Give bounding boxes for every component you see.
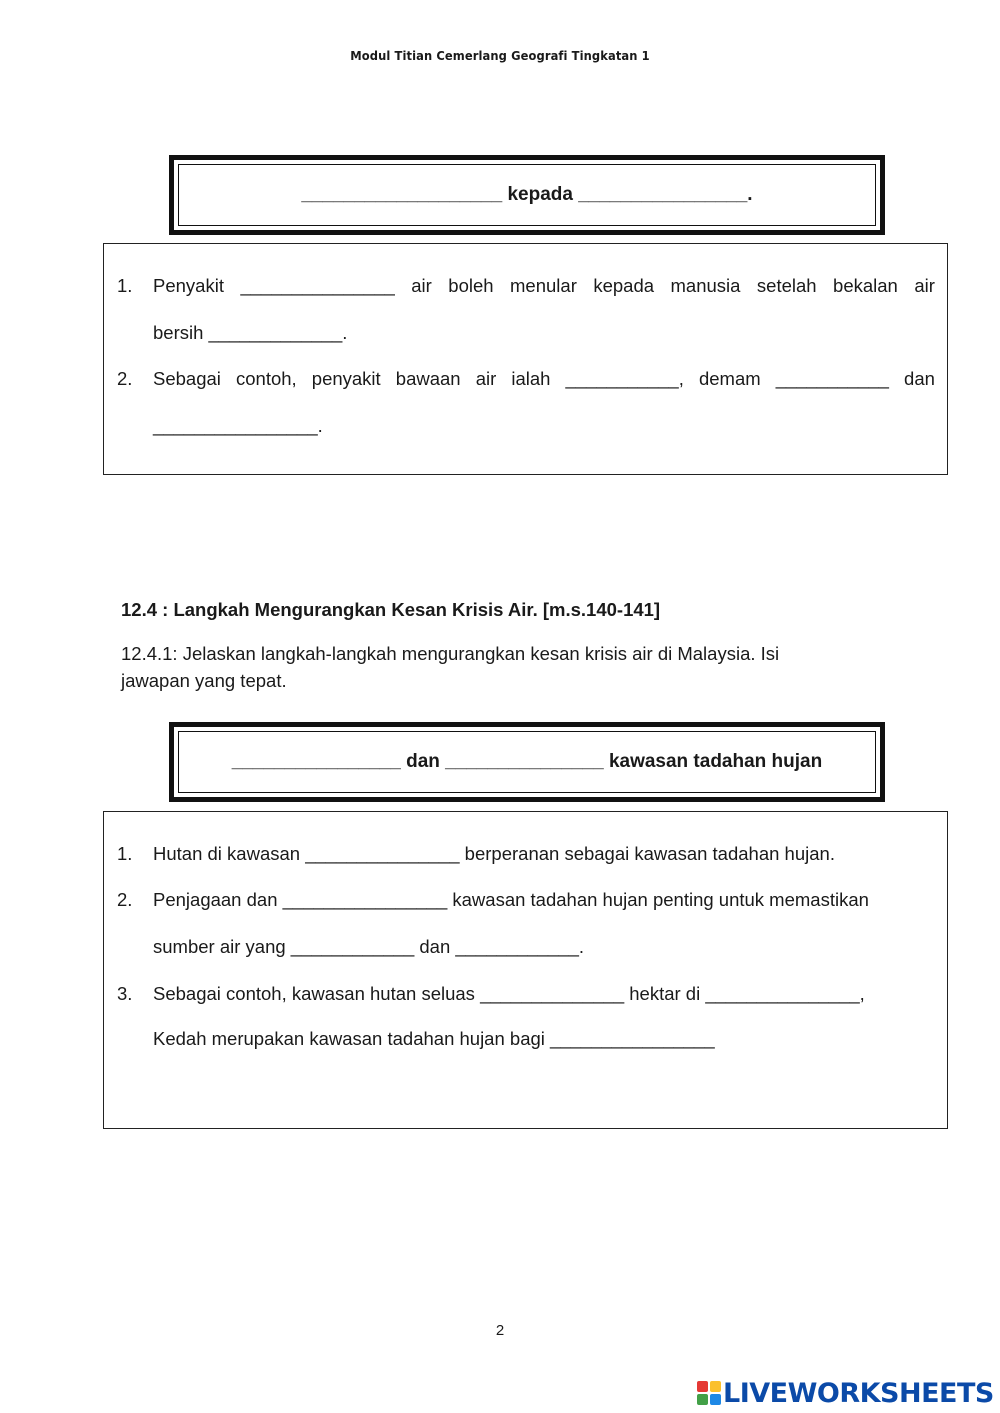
page-header: Modul Titian Cemerlang Geografi Tingkatan 1 — [350, 48, 650, 63]
word: Penyakit — [153, 275, 224, 296]
word: menular — [510, 275, 577, 296]
word: penyakit — [311, 368, 381, 389]
heading-box-1-text: ___________________ kepada ________________. — [178, 164, 876, 226]
word: contoh, — [236, 368, 297, 389]
content-box-2 — [103, 811, 948, 1129]
box2-item-1-text: Hutan di kawasan _______________ berperanan sebagai kawasan tadahan hujan. — [153, 843, 835, 864]
blank: ___________ — [775, 368, 889, 389]
word: Sebagai — [153, 368, 221, 389]
word: ialah — [511, 368, 551, 389]
word: manusia — [670, 275, 741, 296]
heading-box-1 — [169, 155, 885, 235]
box1-item-1-text — [153, 275, 935, 297]
box1-item-2-cont: ________________. — [153, 415, 323, 436]
section-title: 12.4 : Langkah Mengurangkan Kesan Krisis Air. [m.s.140-141] — [121, 599, 661, 620]
item-number: 1. — [117, 275, 133, 296]
logo-icon — [697, 1381, 721, 1405]
logo-square-green — [697, 1394, 708, 1405]
box2-item-2-cont: sumber air yang ____________ dan ____________. — [153, 936, 585, 957]
item-number: 1. — [117, 843, 133, 864]
heading-box-2-text: ________________ dan _______________ kawasan tadahan hujan — [178, 731, 876, 793]
logo-text: LIVEWORKSHEETS — [723, 1377, 994, 1409]
page-number: 2 — [495, 1322, 505, 1339]
blank: ___________, — [565, 368, 684, 389]
instruction-line-1: 12.4.1: Jelaskan langkah-langkah mengurangkan kesan krisis air di Malaysia. Isi — [121, 643, 780, 664]
word: air — [411, 275, 432, 296]
word: air — [475, 368, 497, 389]
word: air — [914, 275, 935, 296]
logo-square-blue — [710, 1394, 721, 1405]
box2-item-3-text: Sebagai contoh, kawasan hutan seluas ______________ hektar di _______________, — [153, 983, 865, 1004]
word: setelah — [756, 275, 817, 296]
word: bekalan — [833, 275, 898, 296]
instruction-line-2: jawapan yang tepat. — [121, 670, 287, 691]
blank: _______________ — [240, 275, 395, 296]
content-box-1 — [103, 243, 948, 475]
item-number: 2. — [117, 368, 133, 389]
box2-item-2-text: Penjagaan dan ________________ kawasan tadahan hujan penting untuk memastikan — [153, 889, 869, 910]
word: dan — [904, 368, 935, 389]
word: bawaan — [395, 368, 461, 389]
box2-item-3-cont: Kedah merupakan kawasan tadahan hujan bagi ________________ — [153, 1028, 715, 1049]
word: boleh — [448, 275, 494, 296]
item-number: 3. — [117, 983, 133, 1004]
box1-item-2-text — [153, 368, 935, 390]
logo-square-red — [697, 1381, 708, 1392]
item-number: 2. — [117, 889, 133, 910]
word: demam — [698, 368, 761, 389]
logo-square-yellow — [710, 1381, 721, 1392]
box1-item-1-cont: bersih _____________. — [153, 322, 348, 343]
heading-box-2 — [169, 722, 885, 802]
word: kepada — [593, 275, 655, 296]
liveworksheets-logo[interactable] — [697, 1378, 994, 1408]
